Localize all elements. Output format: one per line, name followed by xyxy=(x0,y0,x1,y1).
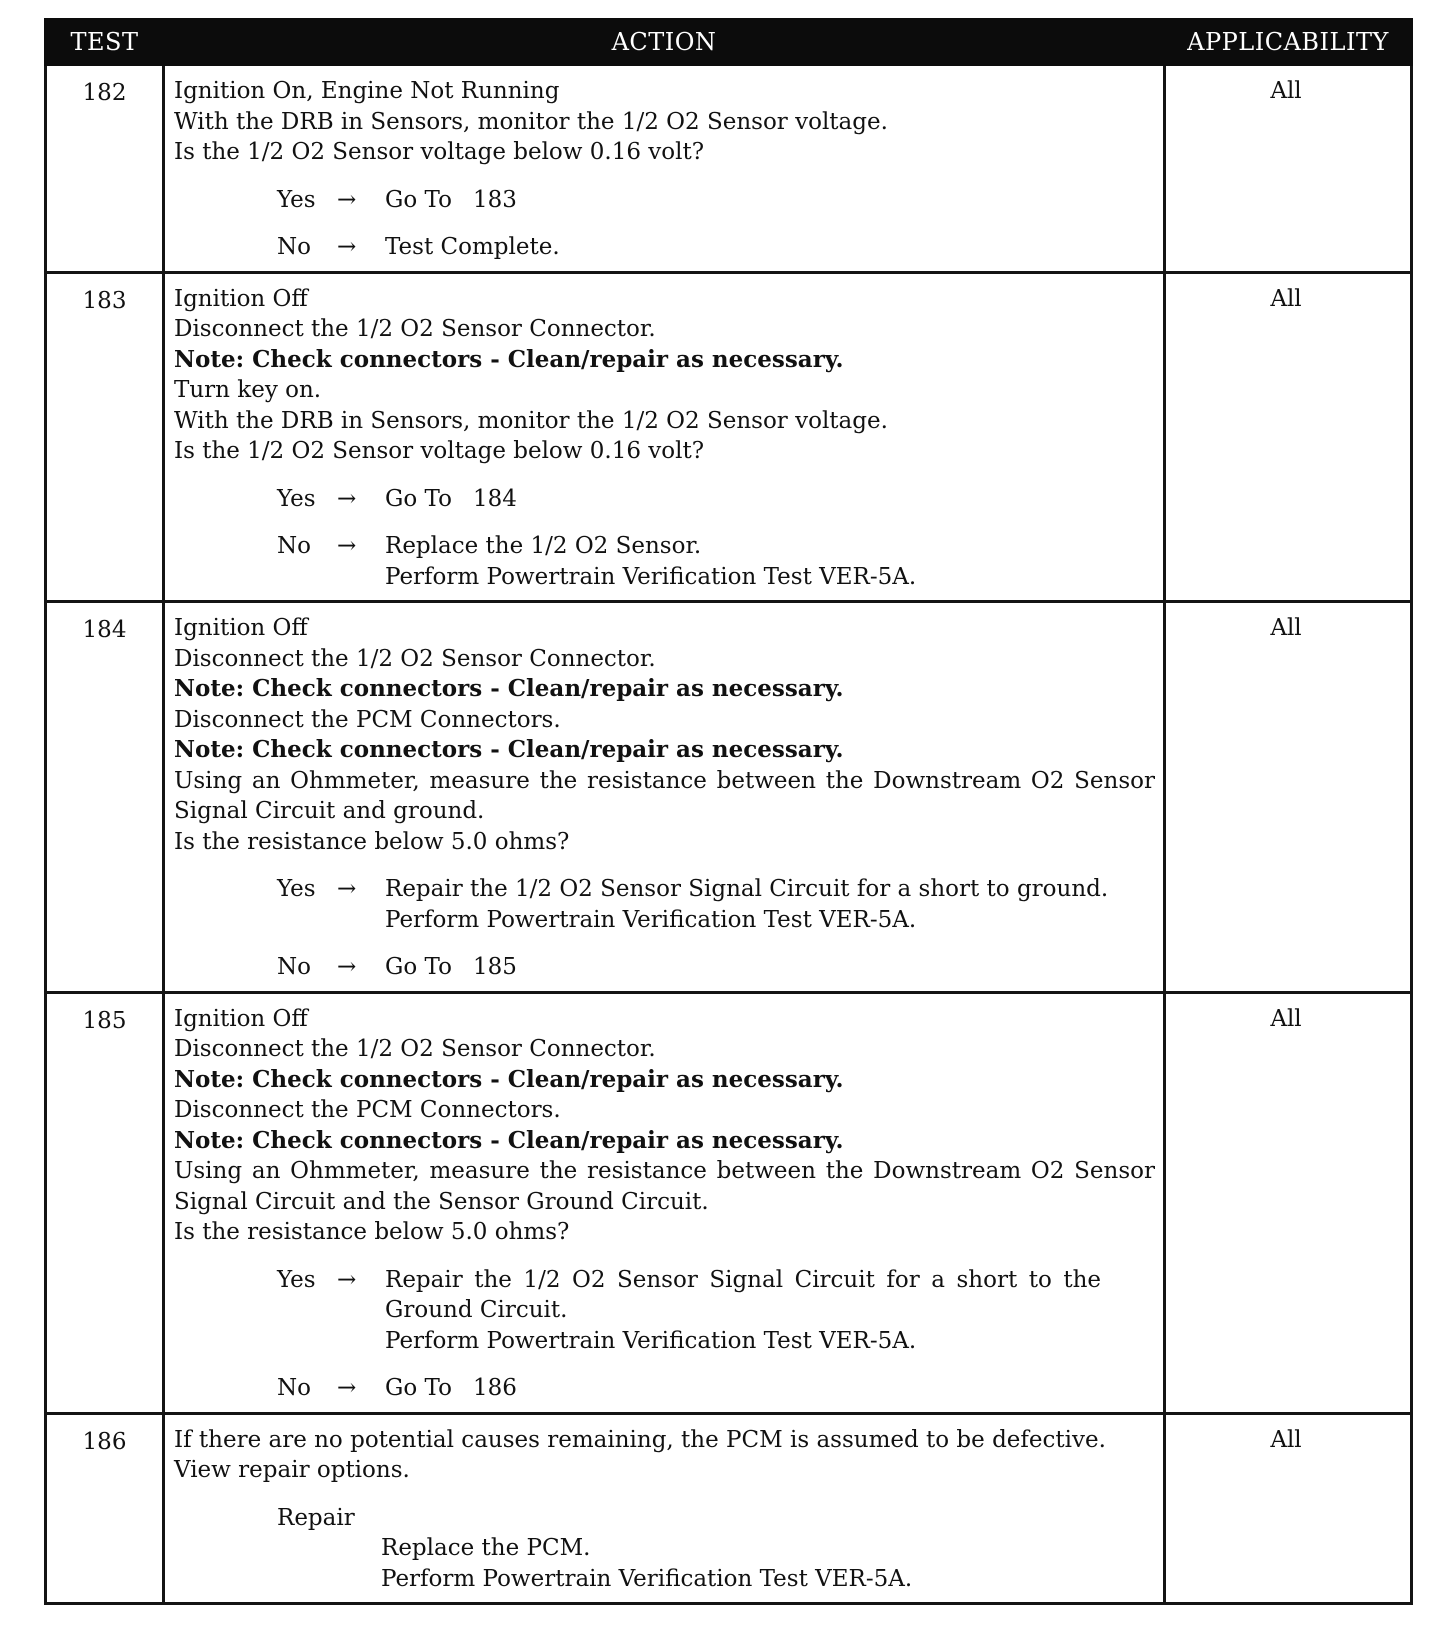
step-text: Using an Ohmmeter, measure the resistance between the Downstream O2 Sensor Signal Circuit and the Sensor Ground Circuit. xyxy=(174,1158,1155,1215)
test-number: 184 xyxy=(46,602,164,993)
no-option xyxy=(174,1373,1155,1404)
step-text: Is the 1/2 O2 Sensor voltage below 0.16 volt? xyxy=(174,438,705,464)
yes-option xyxy=(174,484,1155,515)
note-text: Note: Check connectors - Clean/repair as necessary. xyxy=(174,345,844,373)
goto-label: Go To xyxy=(385,1375,452,1401)
repair-label: Repair xyxy=(277,1504,355,1531)
step-text: If there are no potential causes remaining, the PCM is assumed to be defective. xyxy=(174,1426,1106,1453)
table-row-test-184 xyxy=(46,602,1412,993)
step-text: Ignition Off xyxy=(174,1005,308,1032)
diagnostic-test-table xyxy=(44,18,1413,1605)
arrow-right-icon: → xyxy=(337,1375,357,1401)
step-text: With the DRB in Sensors, monitor the 1/2 O2 Sensor voltage. xyxy=(174,407,888,434)
no-option xyxy=(174,952,1155,983)
test-number: 185 xyxy=(46,992,164,1413)
step-text: Disconnect the 1/2 O2 Sensor Connector. xyxy=(174,1036,656,1062)
goto-label: Go To xyxy=(385,186,452,213)
arrow-right-icon: → xyxy=(337,186,357,213)
step-text: Ignition Off xyxy=(174,285,308,312)
step-text: Using an Ohmmeter, measure the resistance between the Downstream O2 Sensor Signal Circuit and ground. xyxy=(174,767,1155,824)
table-row-test-185 xyxy=(46,992,1412,1413)
action-cell xyxy=(164,65,1165,273)
repair-option xyxy=(174,1503,1155,1595)
action-cell xyxy=(164,992,1165,1413)
applicability-value: All xyxy=(1165,272,1412,602)
yes-label: Yes xyxy=(277,186,316,213)
diagnostic-test-table-page xyxy=(44,18,1410,1605)
goto-target: 185 xyxy=(473,954,517,980)
yes-result: Perform Powertrain Verification Test VER-5A. xyxy=(385,906,917,933)
step-text: Is the resistance below 5.0 ohms? xyxy=(174,828,570,855)
header-applicability: APPLICABILITY xyxy=(1165,20,1412,65)
table-row-test-182 xyxy=(46,65,1412,273)
note-text: Note: Check connectors - Clean/repair as necessary. xyxy=(174,1065,844,1093)
action-cell xyxy=(164,1413,1165,1604)
goto-target: 183 xyxy=(473,186,517,213)
header-row xyxy=(46,20,1412,65)
goto-label: Go To xyxy=(385,954,452,980)
yes-label: Yes xyxy=(277,485,316,512)
arrow-right-icon: → xyxy=(337,533,357,559)
step-text: View repair options. xyxy=(174,1457,410,1483)
arrow-right-icon: → xyxy=(337,876,357,902)
arrow-right-icon: → xyxy=(337,485,357,512)
test-number: 186 xyxy=(46,1413,164,1604)
repair-step: Replace the PCM. xyxy=(381,1535,591,1561)
test-number: 182 xyxy=(46,65,164,273)
applicability-value: All xyxy=(1165,992,1412,1413)
step-text: Disconnect the PCM Connectors. xyxy=(174,706,561,733)
goto-target: 186 xyxy=(473,1375,517,1401)
no-result: Replace the 1/2 O2 Sensor. xyxy=(385,533,702,559)
step-text: Disconnect the 1/2 O2 Sensor Connector. xyxy=(174,316,656,342)
applicability-value: All xyxy=(1165,1413,1412,1604)
step-text: Is the 1/2 O2 Sensor voltage below 0.16 volt? xyxy=(174,139,705,165)
arrow-right-icon: → xyxy=(337,234,357,260)
applicability-value: All xyxy=(1165,65,1412,273)
no-label: No xyxy=(277,954,311,980)
action-cell xyxy=(164,602,1165,993)
yes-option xyxy=(174,185,1155,216)
applicability-value: All xyxy=(1165,602,1412,993)
yes-option xyxy=(174,1265,1155,1357)
header-test: TEST xyxy=(46,20,164,65)
step-text: With the DRB in Sensors, monitor the 1/2 O2 Sensor voltage. xyxy=(174,108,888,135)
step-text: Turn key on. xyxy=(174,377,322,403)
arrow-right-icon: → xyxy=(337,954,357,980)
note-text: Note: Check connectors - Clean/repair as necessary. xyxy=(174,736,844,763)
step-text: Disconnect the PCM Connectors. xyxy=(174,1097,561,1123)
goto-target: 184 xyxy=(473,485,517,512)
repair-step: Perform Powertrain Verification Test VER-5A. xyxy=(381,1565,913,1592)
yes-result: Perform Powertrain Verification Test VER-5A. xyxy=(385,1327,917,1354)
step-text: Ignition On, Engine Not Running xyxy=(174,78,560,104)
table-row-test-183 xyxy=(46,272,1412,602)
yes-option xyxy=(174,874,1155,935)
step-text: Is the resistance below 5.0 ohms? xyxy=(174,1219,570,1245)
test-number: 183 xyxy=(46,272,164,602)
no-option xyxy=(174,531,1155,592)
no-result: Perform Powertrain Verification Test VER-5A. xyxy=(385,563,917,590)
no-label: No xyxy=(277,234,311,260)
yes-label: Yes xyxy=(277,1266,316,1293)
note-text: Note: Check connectors - Clean/repair as necessary. xyxy=(174,675,844,702)
yes-label: Yes xyxy=(277,876,316,902)
no-label: No xyxy=(277,533,311,559)
no-result: Test Complete. xyxy=(385,234,560,260)
step-text: Ignition Off xyxy=(174,615,308,641)
header-action: ACTION xyxy=(164,20,1165,65)
goto-label: Go To xyxy=(385,485,452,512)
arrow-right-icon: → xyxy=(337,1266,357,1293)
step-text: Disconnect the 1/2 O2 Sensor Connector. xyxy=(174,645,656,672)
yes-result: Repair the 1/2 O2 Sensor Signal Circuit for a short to the Ground Circuit. xyxy=(385,1266,1101,1323)
note-text: Note: Check connectors - Clean/repair as necessary. xyxy=(174,1126,844,1154)
action-cell xyxy=(164,272,1165,602)
no-label: No xyxy=(277,1375,311,1401)
no-option xyxy=(174,232,1155,263)
table-row-test-186 xyxy=(46,1413,1412,1604)
yes-result: Repair the 1/2 O2 Sensor Signal Circuit for a short to ground. xyxy=(385,876,1109,902)
